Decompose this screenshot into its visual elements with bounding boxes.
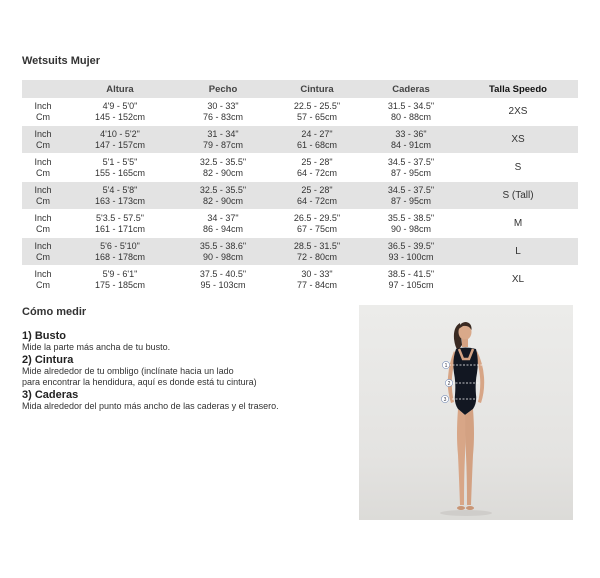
header-altura: Altura [106,83,134,95]
altura-inch-value: 5'6 - 5'10" [100,240,140,251]
cintura-cell [270,126,364,154]
talla-speedo-cell: XS [458,126,578,154]
step-text: Mide la parte más ancha de tu busto. [22,342,171,352]
talla-speedo-cell: L [458,238,578,266]
pecho-inch-value: 32.5 - 35.5" [199,156,247,167]
pecho-cm-value: 86 - 94cm [202,223,244,234]
left-foot [457,506,465,510]
caderas-inch-value: 36.5 - 39.5" [387,240,435,251]
unit-cm-label: Cm [36,223,50,234]
table-row [22,182,578,210]
header-talla-speedo: Talla Speedo [489,83,547,95]
unit-cm-label: Cm [36,111,50,122]
measure-steps [22,330,342,412]
unit-cell [22,126,64,154]
altura-cm-value: 147 - 157cm [94,139,146,150]
altura-cm-value: 175 - 185cm [94,279,146,290]
unit-inch-label: Inch [34,184,52,195]
caderas-cm-value: 87 - 95cm [390,195,432,206]
neck [462,339,468,347]
pecho-cell [176,98,270,126]
marker-waist [445,379,452,387]
marker-hips [441,395,448,403]
unit-cm-label: Cm [36,167,50,178]
cintura-inch-value: 25 - 28" [301,156,333,167]
table-row [22,154,578,182]
unit-inch-label: Inch [34,100,52,111]
pecho-inch-value: 35.5 - 38.6" [199,240,247,251]
pecho-cm-value: 95 - 103cm [200,279,246,290]
cintura-cm-value: 72 - 80cm [296,251,338,262]
unit-inch-label: Inch [34,156,52,167]
step-text: Mida alrededor del punto más ancho de las caderas y el trasero. [22,400,279,411]
marker-label: 1 [444,363,448,369]
unit-cell [22,154,64,182]
cintura-inch-value: 24 - 27" [301,128,333,139]
pecho-inch-value: 32.5 - 35.5" [199,184,247,195]
size-chart-table [22,80,578,294]
model-illustration [359,305,573,520]
step-text: para encontrar la hendidura, aquí es donde está tu cintura) [22,377,257,387]
header-cintura: Cintura [300,83,334,95]
cintura-cm-value: 67 - 75cm [296,223,338,234]
pecho-cm-value: 79 - 87cm [202,139,244,150]
step-heading: 1) Busto [22,330,66,342]
altura-inch-value: 5'3.5 - 57.5" [96,212,144,223]
pecho-inch-value: 31 - 34" [207,128,239,139]
caderas-inch-value: 31.5 - 34.5" [387,100,435,111]
header-unit [22,80,64,98]
altura-cell [64,182,176,210]
left-leg [457,409,466,505]
unit-cm-label: Cm [36,279,50,290]
unit-inch-label: Inch [34,128,52,139]
marker-label: 3 [443,397,447,403]
pecho-inch-value: 30 - 33" [207,100,239,111]
talla-speedo-cell: M [513,218,523,229]
pecho-cm-value: 90 - 98cm [202,251,244,262]
table-header-row [22,80,578,98]
unit-cell [22,98,64,126]
caderas-inch-value: 34.5 - 37.5" [387,156,435,167]
table-row [22,266,578,294]
caderas-cm-value: 97 - 105cm [388,279,434,290]
step-text: Mide alrededor de tu ombligo (inclínate hacia un lado [22,365,234,376]
unit-inch-label: Inch [34,268,52,279]
altura-inch-value: 4'9 - 5'0" [102,100,138,111]
talla-speedo-cell: S (Tall) [458,182,578,210]
how-to-measure-title: Cómo medir [22,306,87,318]
header-pecho: Pecho [208,83,238,95]
unit-inch-label: Inch [34,240,52,251]
cintura-cell [270,210,364,238]
caderas-cm-value: 84 - 91cm [390,139,432,150]
cintura-cm-value: 64 - 72cm [296,167,338,178]
caderas-cell [364,238,458,266]
step-cintura [22,354,342,389]
pecho-cell [176,154,270,182]
caderas-inch-value: 34.5 - 37.5" [387,184,435,195]
swimsuit [453,348,477,416]
cintura-cm-value: 61 - 68cm [296,139,338,150]
cintura-inch-value: 30 - 33" [301,268,333,279]
pecho-inch-value: 37.5 - 40.5" [199,268,247,279]
caderas-inch-value: 33 - 36" [395,128,427,139]
unit-cell [22,238,64,266]
cintura-cell [270,182,364,210]
unit-cm-label: Cm [36,139,50,150]
cintura-cell [270,266,364,294]
talla-speedo-cell: XL [511,274,525,285]
unit-cell [22,182,64,210]
cintura-cell [270,154,364,182]
cintura-cm-value: 77 - 84cm [296,279,338,290]
cintura-cm-value: 57 - 65cm [296,111,338,122]
step-heading: 2) Cintura [22,353,74,366]
altura-cell [64,266,176,294]
cintura-inch-value: 22.5 - 25.5" [293,100,341,111]
cintura-cm-value: 64 - 72cm [296,195,338,206]
unit-cm-label: Cm [36,251,50,262]
altura-inch-value: 4'10 - 5'2" [100,128,140,139]
pecho-cm-value: 82 - 90cm [202,167,244,178]
step-busto [22,330,342,354]
caderas-cell [364,126,458,154]
pecho-cell [176,182,270,210]
pecho-inch-value: 34 - 37" [207,212,239,223]
altura-cm-value: 168 - 178cm [94,251,146,262]
altura-cell [64,238,176,266]
talla-speedo-cell: 2XS [508,106,528,117]
pecho-cell [176,126,270,154]
right-foot [466,506,474,510]
altura-inch-value: 5'4 - 5'8" [102,184,138,195]
pecho-cm-value: 76 - 83cm [202,111,244,122]
altura-cm-value: 163 - 173cm [94,195,146,206]
table-row [22,238,578,266]
page-title: Wetsuits Mujer [22,55,101,67]
cintura-cell [270,238,364,266]
pecho-cell [176,266,270,294]
caderas-cell [364,182,458,210]
step-heading: 3) Caderas [22,388,79,401]
measurement-photo [359,305,573,520]
table-row [22,98,578,126]
altura-cm-value: 145 - 152cm [94,111,146,122]
pecho-cell [176,238,270,266]
pecho-cm-value: 82 - 90cm [202,195,244,206]
cintura-cell [270,98,364,126]
floor-shadow [440,510,492,516]
caderas-cm-value: 93 - 100cm [388,251,434,262]
altura-cell [64,210,176,238]
caderas-cm-value: 90 - 98cm [390,223,432,234]
talla-speedo-cell: S [514,162,522,173]
caderas-cm-value: 87 - 95cm [390,167,432,178]
cintura-inch-value: 26.5 - 29.5" [293,212,341,223]
cintura-inch-value: 28.5 - 31.5" [293,240,341,251]
right-leg [465,409,474,505]
header-caderas: Caderas [392,83,430,95]
caderas-cell [364,266,458,294]
unit-cm-label: Cm [36,195,50,206]
altura-inch-value: 5'9 - 6'1" [102,268,138,279]
marker-bust [442,361,449,369]
altura-cell [64,98,176,126]
altura-cell [64,154,176,182]
unit-cell [22,266,64,294]
altura-cell [64,126,176,154]
unit-inch-label: Inch [34,212,52,223]
unit-cell [22,210,64,238]
caderas-cell [364,210,458,238]
cintura-inch-value: 25 - 28" [301,184,333,195]
table-row [22,126,578,154]
pecho-cell [176,210,270,238]
altura-cm-value: 155 - 165cm [94,167,146,178]
caderas-cm-value: 80 - 88cm [390,111,432,122]
altura-cm-value: 161 - 171cm [94,223,146,234]
caderas-cell [364,98,458,126]
caderas-inch-value: 38.5 - 41.5" [387,268,435,279]
altura-inch-value: 5'1 - 5'5" [102,156,138,167]
caderas-inch-value: 35.5 - 38.5" [387,212,435,223]
step-caderas [22,389,342,413]
caderas-cell [364,154,458,182]
table-row [22,210,578,238]
marker-label: 2 [447,381,451,387]
